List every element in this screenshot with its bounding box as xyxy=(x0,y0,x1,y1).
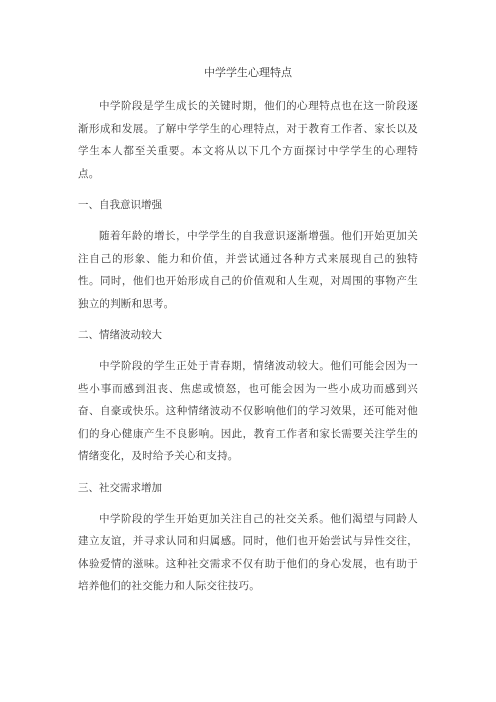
intro-paragraph: 中学阶段是学生成长的关键时期，他们的心理特点也在这一阶段逐渐形成和发展。了解中学学生的心理特点，对于教育工作者、家长以及学生本人都至关重要。本文将从以下几个方面探讨中学学生的心理特点。 xyxy=(78,100,418,180)
section-heading: 三、社交需求增加 xyxy=(78,481,162,494)
section-2 xyxy=(78,324,418,468)
document-title: 中学学生心理特点 xyxy=(204,66,292,79)
section-1 xyxy=(78,194,418,315)
section-heading: 二、情绪波动较大 xyxy=(78,329,162,341)
section-body: 中学阶段的学生正处于青春期，情绪波动较大。他们可能会因为一些小事而感到沮丧、焦虑或愤怒，也可能会因为一些小成功而感到兴奋、自豪或快乐。这种情绪波动不仅影响他们的学习效果，还可能对他们的身心健康产生不良影响。因此，教育工作者和家长需要关注学生的情绪变化，及时给予关心和支持。 xyxy=(78,360,418,462)
section-body: 随着年龄的增长，中学学生的自我意识逐渐增强。他们开始更加关注自己的形象、能力和价值，并尝试通过各种方式来展现自己的独特性。同时，他们也开始形成自己的价值观和人生观，对周围的事物产生独立的判断和思考。 xyxy=(78,230,418,310)
section-heading: 一、自我意识增强 xyxy=(78,199,162,211)
section-body: 中学阶段的学生开始更加关注自己的社交关系。他们渴望与同龄人建立友谊，并寻求认同和归属感。同时，他们也开始尝试与异性交往，体验爱情的滋味。这种社交需求不仅有助于他们的身心发展，也有助于培养他们的社交能力和人际交往技巧。 xyxy=(78,512,418,592)
section-3 xyxy=(78,477,418,598)
